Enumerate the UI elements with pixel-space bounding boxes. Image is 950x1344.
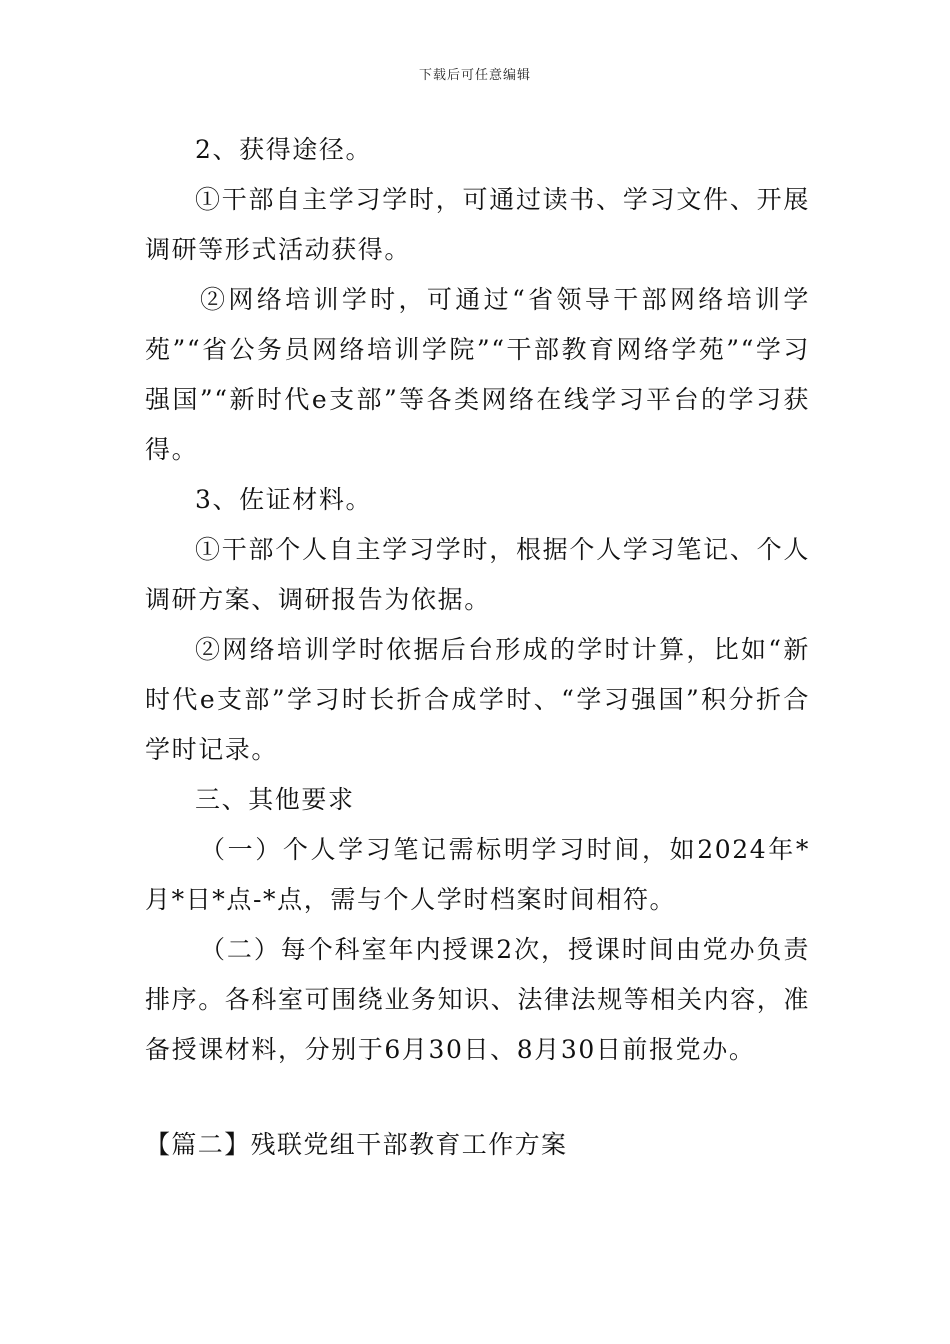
paragraph-requirement-two: （二）每个科室年内授课2次，授课时间由党办负责排序。各科室可围绕业务知识、法律法规等相关内容，准备授课材料，分别于6月30日、8月30日前报党办。 <box>145 935 811 1064</box>
paragraph-other-requirements-heading: 三、其他要求 <box>195 785 355 814</box>
page-header-note: 下载后可任意编辑 <box>418 68 531 83</box>
document-body <box>145 125 810 1075</box>
paragraph-self-study-evidence: ①干部个人自主学习学时，根据个人学习笔记、个人调研方案、调研报告为依据。 <box>145 535 810 614</box>
paragraph-acquisition-heading: 2、获得途径。 <box>195 135 373 164</box>
paragraph-evidence-heading: 3、佐证材料。 <box>195 485 373 514</box>
paragraph-online-training: ②网络培训学时，可通过“省领导干部网络培训学苑”“省公务员网络培训学院”“干部教育网络学苑”“学习强国”“新时代e支部”等各类网络在线学习平台的学习获得。 <box>145 285 810 464</box>
paragraph-requirement-one: （一）个人学习笔记需标明学习时间，如2024年*月*日*点-*点，需与个人学时档案时间相符。 <box>145 835 810 914</box>
section-heading: 【篇二】残联党组干部教育工作方案 <box>145 1130 568 1159</box>
paragraph-self-study: ①干部自主学习学时，可通过读书、学习文件、开展调研等形式活动获得。 <box>145 185 810 264</box>
paragraph-online-evidence: ②网络培训学时依据后台形成的学时计算，比如“新时代e支部”学习时长折合成学时、“学习强国”积分折合学时记录。 <box>145 635 810 764</box>
